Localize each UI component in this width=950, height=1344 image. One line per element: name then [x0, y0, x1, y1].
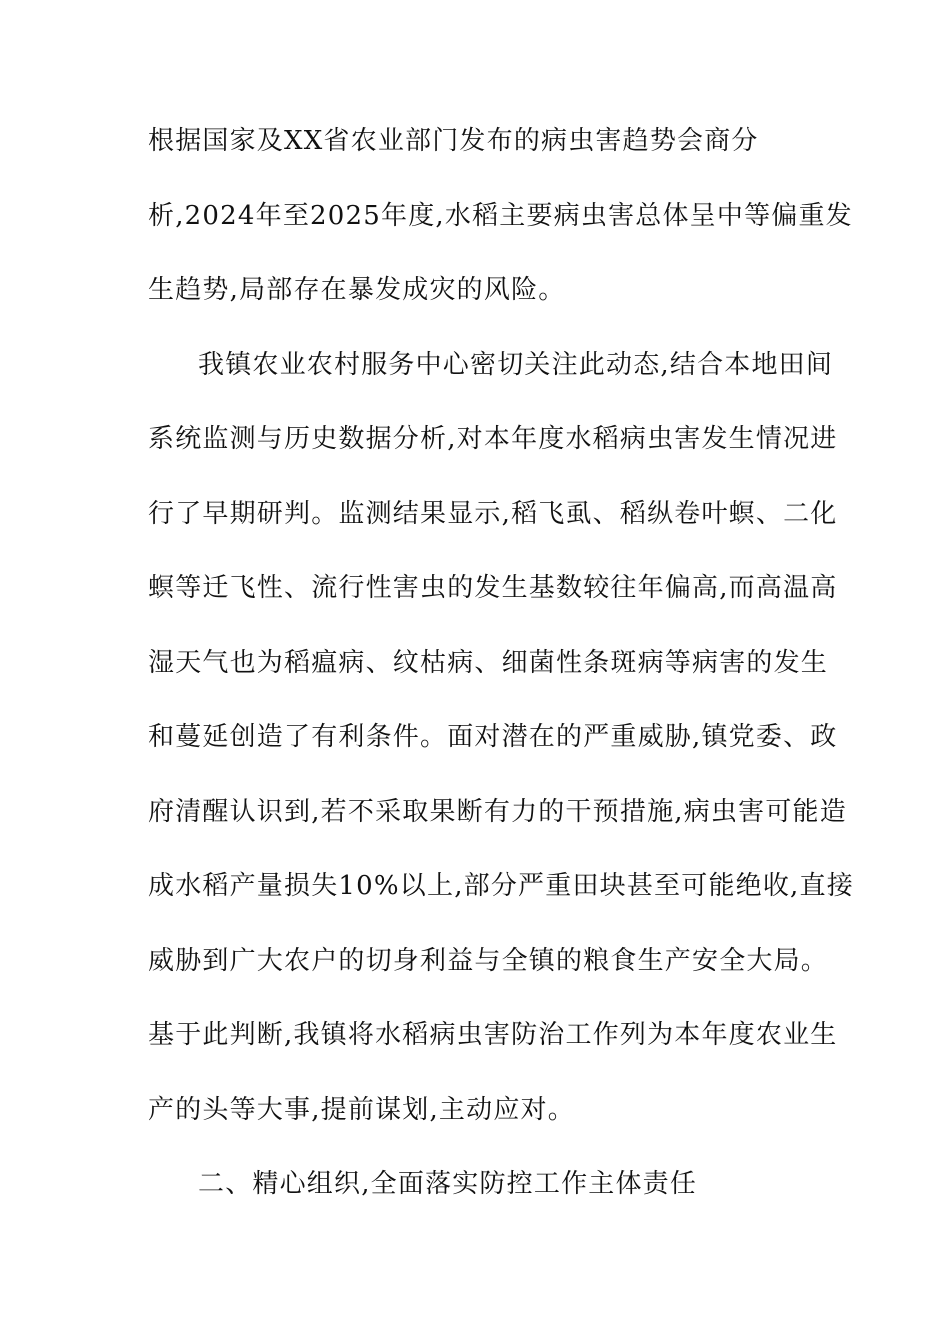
paragraph-trend-analysis	[148, 116, 853, 340]
text-line: 根据国家及XX省农业部门发布的病虫害趋势会商分	[148, 126, 759, 156]
text-line: 和蔓延创造了有利条件。面对潜在的严重威胁,镇党委、政	[148, 722, 838, 752]
section-heading	[148, 1159, 808, 1234]
text-line: 产的头等大事,提前谋划,主动应对。	[148, 1094, 575, 1125]
text-line: 行了早期研判。监测结果显示,稻飞虱、稻纵卷叶螟、二化	[148, 498, 838, 529]
text-line: 湿天气也为稻瘟病、纹枯病、细菌性条斑病等病害的发生	[148, 647, 829, 678]
heading-text: 二、精心组织,全面落实防控工作主体责任	[198, 1169, 698, 1199]
text-line: 成水稻产量损失10%以上,部分严重田块甚至可能绝收,直接	[148, 871, 854, 901]
text-line: 威胁到广大农户的切身利益与全镇的粮食生产安全大局。	[148, 945, 829, 976]
text-line: 螟等迁飞性、流行性害虫的发生基数较往年偏高,而高温高	[148, 573, 838, 603]
text-line: 生趋势,局部存在暴发成灾的风险。	[148, 275, 566, 305]
text-line: 系统监测与历史数据分析,对本年度水稻病虫害发生情况进	[148, 424, 838, 454]
text-line: 我镇农业农村服务中心密切关注此动态,结合本地田间	[198, 349, 834, 380]
text-line: 析,2024年至2025年度,水稻主要病虫害总体呈中等偏重发	[148, 200, 853, 231]
text-line: 府清醒认识到,若不采取果断有力的干预措施,病虫害可能造	[148, 796, 847, 827]
document-body	[148, 116, 854, 1234]
paragraph-town-assessment	[148, 340, 854, 1160]
text-line: 基于此判断,我镇将水稻病虫害防治工作列为本年度农业生	[148, 1020, 838, 1050]
